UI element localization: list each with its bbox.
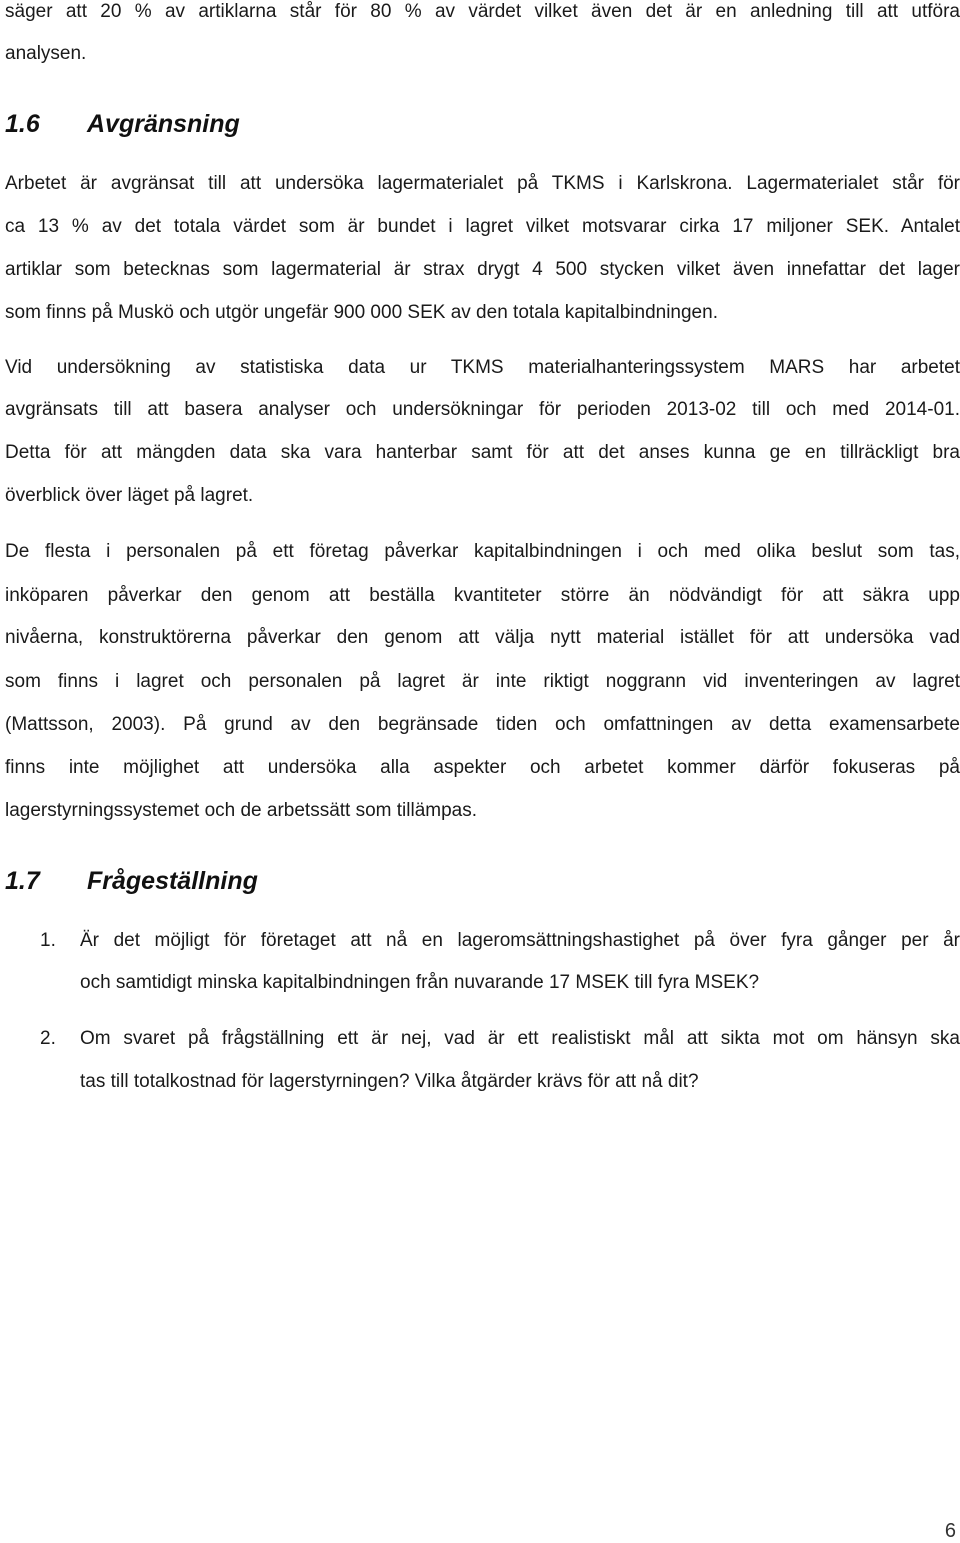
intro-line-1: säger att 20 % av artiklarna står för 80 % av värdet vilket även det är en anledning till att utföra (5, 1, 960, 22)
paragraph-line: nivåerna, konstruktörerna påverkar den genom att välja nytt material istället för att undersöka vad (5, 627, 960, 648)
paragraph-line: De flesta i personalen på ett företag påverkar kapitalbindningen i och med olika beslut som tas, (5, 541, 960, 562)
list-item-line: tas till totalkostnad för lagerstyrningen? Vilka åtgärder krävs för att nå dit? (80, 1071, 699, 1092)
section-heading-1-7 (5, 867, 258, 896)
list-item-line: och samtidigt minska kapitalbindningen från nuvarande 17 MSEK till fyra MSEK? (80, 972, 760, 993)
paragraph-line: Detta för att mängden data ska vara hanterbar samt för att det anses kunna ge en tillräckligt bra (5, 442, 960, 463)
paragraph-line: lagerstyrningssystemet och de arbetssätt som tillämpas. (5, 800, 478, 821)
intro-line-2: analysen. (5, 43, 87, 64)
list-item-line: Om svaret på frågställning ett är nej, vad är ett realistiskt mål att sikta mot om hänsyn ska (80, 1028, 960, 1049)
section-heading-1-6 (5, 110, 240, 139)
paragraph-line: Arbetet är avgränsat till att undersöka lagermaterialet på TKMS i Karlskrona. Lagermaterialet står för (5, 173, 960, 194)
section-title: Avgränsning (87, 110, 240, 138)
paragraph-line: överblick över läget på lagret. (5, 485, 254, 506)
paragraph-line: som finns i lagret och personalen på lagret är inte riktigt noggrann vid inventeringen av lagret (5, 671, 960, 692)
paragraph-line: inköparen påverkar den genom att beställa kvantiteter större än nödvändigt för att säkra upp (5, 585, 960, 606)
paragraph-line: finns inte möjlighet att undersöka alla aspekter och arbetet kommer därför fokuseras på (5, 757, 960, 778)
section-number: 1.7 (5, 867, 40, 895)
list-item-number: 1. (40, 930, 56, 951)
list-item-number: 2. (40, 1028, 56, 1049)
paragraph-line: ca 13 % av det totala värdet som är bundet i lagret vilket motsvarar cirka 17 miljoner SEK. Antalet (5, 216, 960, 237)
paragraph-line: som finns på Muskö och utgör ungefär 900 000 SEK av den totala kapitalbindningen. (5, 302, 718, 323)
page-number: 6 (944, 1520, 956, 1542)
section-title: Frågeställning (87, 867, 258, 895)
list-item-line: Är det möjligt för företaget att nå en lageromsättningshastighet på över fyra gånger per år (80, 930, 960, 951)
paragraph-line: (Mattsson, 2003). På grund av den begränsade tiden och omfattningen av detta examensarbete (5, 714, 960, 735)
paragraph-line: Vid undersökning av statistiska data ur TKMS materialhanteringssystem MARS har arbetet (5, 357, 960, 378)
paragraph-line: artiklar som betecknas som lagermaterial är strax drygt 4 500 stycken vilket även innefattar det lager (5, 259, 960, 280)
section-number: 1.6 (5, 110, 40, 138)
paragraph-line: avgränsats till att basera analyser och undersökningar för perioden 2013-02 till och med 2014-01. (5, 399, 960, 420)
